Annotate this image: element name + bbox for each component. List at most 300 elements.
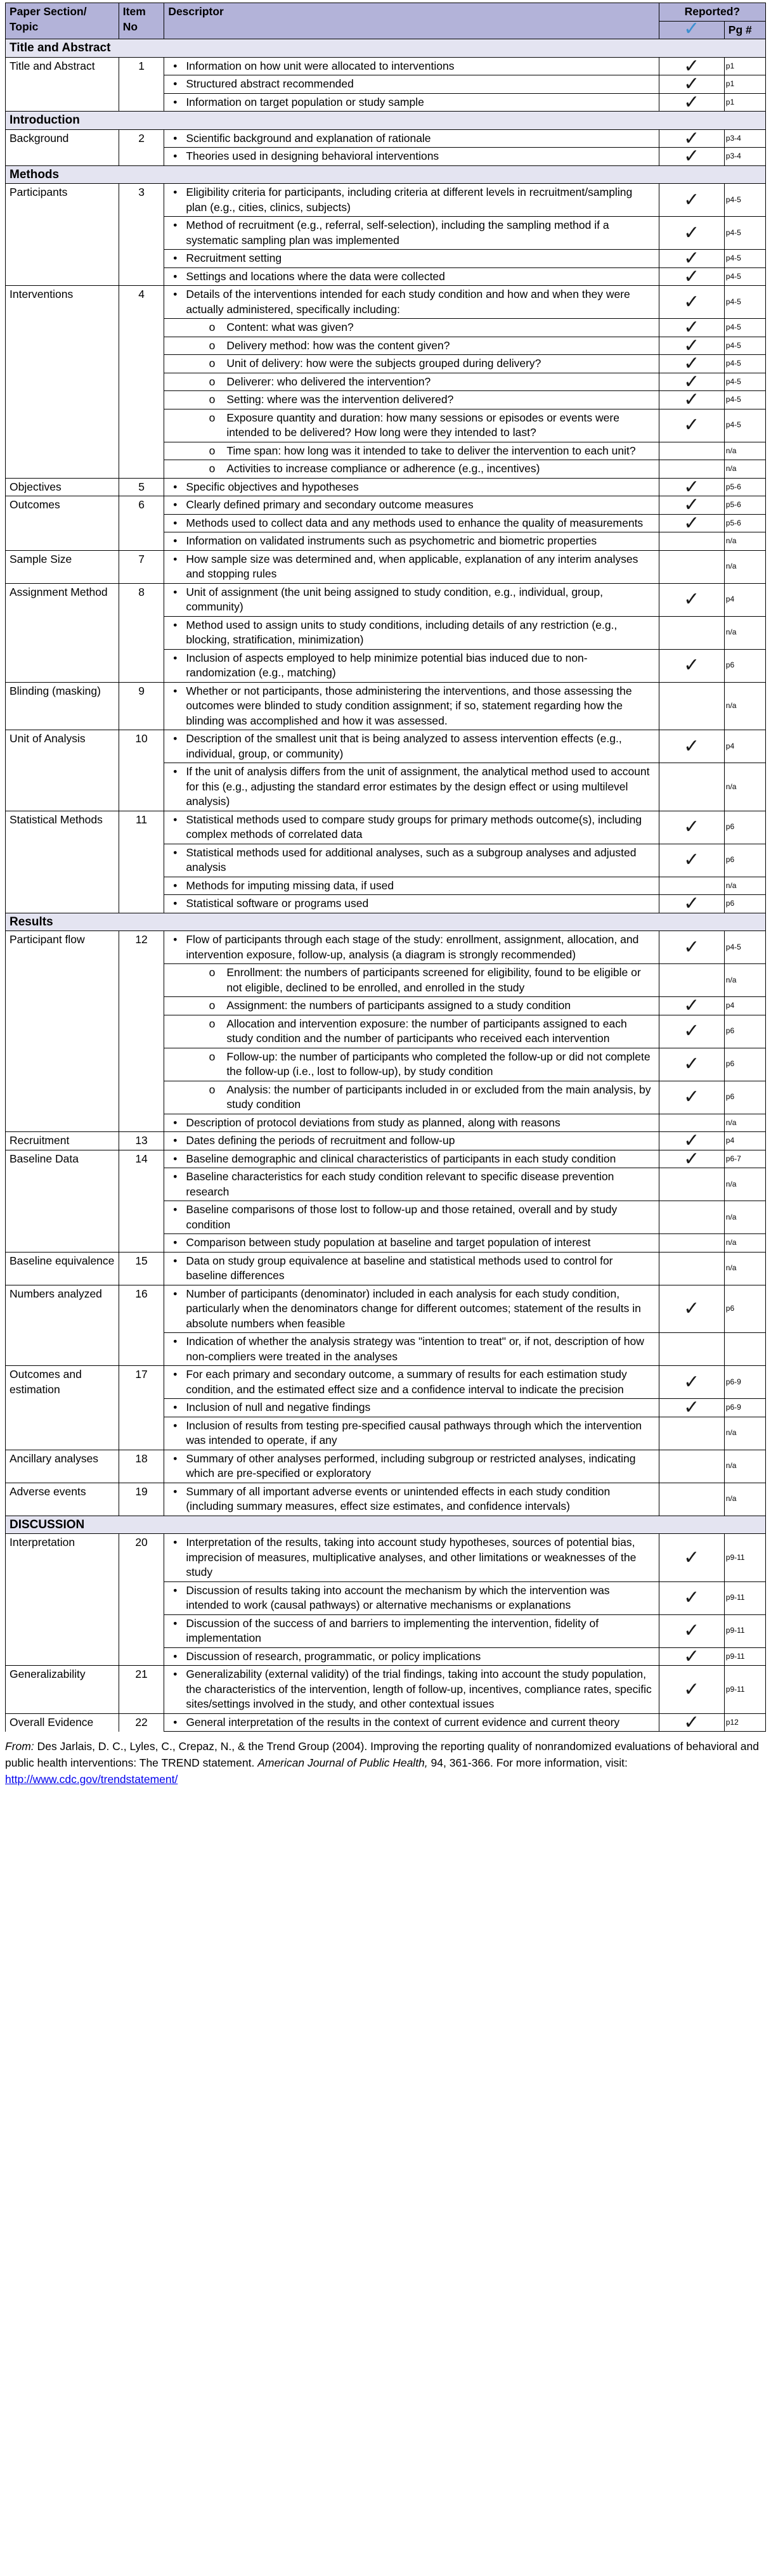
descriptor-cell (164, 355, 659, 373)
descriptor-text: Baseline demographic and clinical characteristics of participants in each study condition (186, 1152, 616, 1165)
descriptor-text: Analysis: the number of participants included in or excluded from the main analysis, by study condition (226, 1083, 651, 1111)
circle-bullet-icon: o (209, 321, 216, 333)
item-number-cell (119, 997, 164, 1015)
circle-bullet-icon: o (209, 1017, 216, 1030)
descriptor-cell (164, 1483, 659, 1516)
bullet-icon: • (173, 585, 178, 598)
bullet-icon: • (173, 879, 178, 892)
bullet-icon: • (173, 651, 178, 664)
check-mark-icon: ✓ (684, 892, 700, 915)
check-mark-icon: ✓ (684, 1645, 700, 1668)
item-number-cell: 17 (119, 1366, 164, 1399)
page-number-cell: p6 (724, 895, 765, 913)
page-number-cell: n/a (724, 877, 765, 895)
page-number-cell: p6-9 (724, 1399, 765, 1417)
trend-statement-link[interactable]: http://www.cdc.gov/trendstatement/ (5, 1773, 178, 1786)
descriptor-cell (164, 1168, 659, 1201)
descriptor-text: Information on target population or study sample (186, 95, 424, 108)
descriptor-cell (164, 442, 659, 460)
bullet-icon: • (173, 219, 178, 231)
table-row (6, 57, 766, 75)
table-row (6, 496, 766, 515)
descriptor-cell (164, 997, 659, 1015)
table-row (6, 1483, 766, 1516)
topic-cell (6, 514, 119, 532)
check-mark-icon: ✓ (684, 247, 700, 269)
page-number-cell: p6-9 (724, 1366, 765, 1399)
reported-cell (659, 145, 724, 167)
page-number-cell: p5-6 (724, 478, 765, 496)
topic-cell (6, 1581, 119, 1614)
table-row (6, 649, 766, 682)
item-number-cell: 11 (119, 811, 164, 844)
item-number-cell (119, 75, 164, 94)
topic-cell: Objectives (6, 478, 119, 496)
check-mark-icon: ✓ (684, 290, 700, 313)
page-number-cell: p4 (724, 730, 765, 763)
topic-cell (6, 75, 119, 94)
page-number-cell: p4 (724, 583, 765, 616)
descriptor-cell (164, 877, 659, 895)
bullet-icon: • (173, 1649, 178, 1663)
topic-cell: Interventions (6, 286, 119, 319)
reported-cell (659, 93, 724, 112)
page-number-cell: p4-5 (724, 409, 765, 442)
check-mark-icon: ✓ (684, 1053, 700, 1076)
bullet-icon: • (173, 1668, 178, 1680)
bullet-icon: • (173, 1152, 178, 1165)
bullet-icon: • (173, 516, 178, 529)
topic-cell (6, 895, 119, 913)
descriptor-cell (164, 1114, 659, 1132)
page-number-cell: p4-5 (724, 337, 765, 355)
bullet-icon: • (173, 1484, 178, 1498)
bullet-icon: • (173, 765, 178, 778)
page-number-cell: p1 (724, 75, 765, 94)
check-mark-icon: ✓ (684, 995, 700, 1017)
table-row (6, 184, 766, 217)
reported-cell (659, 409, 724, 442)
item-number-cell (119, 1234, 164, 1253)
section-title: Title and Abstract (6, 39, 766, 58)
descriptor-text: Dates defining the periods of recruitment and follow-up (186, 1134, 455, 1147)
header-item-no: Item No (119, 3, 164, 39)
reported-cell (659, 1417, 724, 1450)
item-number-cell (119, 267, 164, 286)
bullet-icon: • (173, 1401, 178, 1414)
topic-cell (6, 844, 119, 877)
descriptor-text: Discussion of the success of and barriers to implementing the intervention, fidelity of implementation (186, 1616, 599, 1644)
check-mark-icon: ✓ (684, 1711, 700, 1734)
table-row (6, 1666, 766, 1714)
topic-cell (6, 391, 119, 409)
page-number-cell: p5-6 (724, 514, 765, 532)
item-number-cell (119, 1614, 164, 1647)
table-row (6, 1581, 766, 1614)
topic-cell: Blinding (masking) (6, 682, 119, 730)
check-mark-icon: ✓ (684, 1020, 700, 1043)
descriptor-cell (164, 616, 659, 649)
circle-bullet-icon: o (209, 375, 216, 388)
table-row (6, 682, 766, 730)
topic-cell (6, 355, 119, 373)
page-number-cell: n/a (724, 1417, 765, 1450)
bullet-icon: • (173, 732, 178, 745)
check-mark-icon: ✓ (684, 1147, 700, 1170)
page-number-cell: p6 (724, 649, 765, 682)
bullet-icon: • (173, 1203, 178, 1216)
section-heading-row (6, 39, 766, 58)
item-number-cell (119, 763, 164, 811)
topic-cell (6, 1168, 119, 1201)
bullet-icon: • (173, 288, 178, 300)
bullet-icon: • (173, 1236, 178, 1249)
item-number-cell: 4 (119, 286, 164, 319)
bullet-icon: • (173, 1536, 178, 1549)
descriptor-cell (164, 57, 659, 75)
descriptor-cell (164, 1201, 659, 1234)
page-number-cell: p6 (724, 811, 765, 844)
reported-cell (659, 442, 724, 460)
descriptor-text: Description of the smallest unit that is being analyzed to assess intervention effects (e.g., individual, group, or community) (186, 732, 622, 760)
descriptor-cell (164, 1581, 659, 1614)
descriptor-text: Recruitment setting (186, 252, 282, 264)
table-row (6, 442, 766, 460)
descriptor-text: Allocation and intervention exposure: the number of participants assigned to each study condition and the number of participants who received each intervention (226, 1017, 627, 1045)
item-number-cell (119, 532, 164, 551)
check-mark-icon: ✓ (684, 188, 700, 211)
descriptor-cell (164, 250, 659, 268)
table-row (6, 763, 766, 811)
table-row (6, 1114, 766, 1132)
topic-cell (6, 1647, 119, 1666)
table-row (6, 1132, 766, 1150)
page-number-cell: p6-7 (724, 1150, 765, 1168)
table-header-row (6, 3, 766, 22)
table-row (6, 550, 766, 583)
reported-cell (659, 1666, 724, 1714)
page-number-cell: p4-5 (724, 931, 765, 964)
table-row (6, 1234, 766, 1253)
descriptor-cell (164, 550, 659, 583)
descriptor-cell (164, 649, 659, 682)
table-row (6, 355, 766, 373)
page-number-cell: p4-5 (724, 373, 765, 391)
check-mark-icon: ✓ (684, 512, 700, 534)
descriptor-text: Delivery method: how was the content given? (226, 338, 450, 352)
descriptor-cell (164, 1366, 659, 1399)
item-number-cell: 18 (119, 1450, 164, 1483)
descriptor-text: Summary of all important adverse events or unintended effects in each study condition (including summary measures, effect size estimates, and confidence intervals) (186, 1484, 611, 1512)
topic-cell (6, 460, 119, 479)
reported-cell (659, 1285, 724, 1333)
descriptor-text: Unit of assignment (the unit being assigned to study condition, e.g., individual, group, community) (186, 585, 603, 613)
header-descriptor: Descriptor (164, 3, 659, 39)
reported-cell (659, 1168, 724, 1201)
item-number-cell (119, 148, 164, 166)
circle-bullet-icon: o (209, 999, 216, 1012)
reported-cell (659, 583, 724, 616)
table-row (6, 267, 766, 286)
section-heading-row (6, 1516, 766, 1534)
descriptor-text: Whether or not participants, those administering the interventions, and those assessing the outcomes were blinded to study condition assignment; if so, statement regarding how the blinding was accomplished and how it was assessed. (186, 684, 632, 727)
page-number-cell: p4-5 (724, 286, 765, 319)
descriptor-text: Description of protocol deviations from study as planned, along with reasons (186, 1116, 560, 1129)
bullet-icon: • (173, 95, 178, 108)
descriptor-cell (164, 532, 659, 551)
table-row (6, 1614, 766, 1647)
circle-bullet-icon: o (209, 338, 216, 352)
descriptor-text: How sample size was determined and, when applicable, explanation of any interim analyses and stopping rules (186, 552, 638, 580)
bullet-icon: • (173, 1254, 178, 1267)
descriptor-text: Theories used in designing behavioral interventions (186, 150, 439, 162)
descriptor-text: Baseline characteristics for each study condition relevant to specific disease prevention research (186, 1170, 614, 1198)
page-number-cell: n/a (724, 682, 765, 730)
check-mark-icon: ✓ (684, 414, 700, 437)
descriptor-cell (164, 1285, 659, 1333)
descriptor-cell (164, 496, 659, 515)
topic-cell (6, 649, 119, 682)
reported-cell (659, 1252, 724, 1285)
section-title: Results (6, 913, 766, 931)
item-number-cell (119, 877, 164, 895)
bullet-icon: • (173, 897, 178, 910)
reported-cell (659, 1048, 724, 1081)
table-row (6, 1168, 766, 1201)
descriptor-text: Data on study group equivalence at baseline and statistical methods used to control for baseline differences (186, 1254, 613, 1282)
reported-cell (659, 1647, 724, 1666)
topic-cell: Overall Evidence (6, 1713, 119, 1732)
check-mark-icon: ✓ (684, 475, 700, 498)
descriptor-cell (164, 478, 659, 496)
item-number-cell: 15 (119, 1252, 164, 1285)
table-row (6, 148, 766, 166)
table-row (6, 250, 766, 268)
table-row (6, 391, 766, 409)
item-number-cell (119, 355, 164, 373)
descriptor-cell (164, 409, 659, 442)
item-number-cell (119, 460, 164, 479)
item-number-cell: 14 (119, 1150, 164, 1168)
descriptor-cell (164, 1450, 659, 1483)
reported-cell (659, 1234, 724, 1253)
descriptor-cell (164, 1132, 659, 1150)
bullet-icon: • (173, 1419, 178, 1432)
descriptor-cell (164, 931, 659, 964)
header-page-number: Pg # (724, 21, 765, 39)
item-number-cell (119, 844, 164, 877)
source-footnote (5, 1738, 766, 1787)
descriptor-text: Specific objectives and hypotheses (186, 480, 359, 493)
page-number-cell: n/a (724, 616, 765, 649)
descriptor-cell (164, 763, 659, 811)
descriptor-text: Enrollment: the numbers of participants screened for eligibility, found to be eligible or not eligible, declined to be enrolled, and enrolled in the study (226, 966, 641, 994)
section-heading-row (6, 112, 766, 130)
table-row (6, 129, 766, 148)
page-number-cell: n/a (724, 1252, 765, 1285)
item-number-cell: 16 (119, 1285, 164, 1333)
topic-cell (6, 1234, 119, 1253)
item-number-cell: 9 (119, 682, 164, 730)
header-section-topic: Paper Section/ Topic (6, 3, 119, 39)
topic-cell: Unit of Analysis (6, 730, 119, 763)
bullet-icon: • (173, 1583, 178, 1597)
check-mark-icon: ✓ (684, 494, 700, 516)
page-number-cell: p3-4 (724, 129, 765, 148)
table-row (6, 1150, 766, 1168)
bullet-icon: • (173, 59, 178, 72)
descriptor-cell (164, 373, 659, 391)
reported-cell (659, 844, 724, 877)
topic-cell (6, 877, 119, 895)
descriptor-cell (164, 129, 659, 148)
reported-cell (659, 1713, 724, 1732)
topic-cell (6, 409, 119, 442)
item-number-cell: 6 (119, 496, 164, 515)
topic-cell (6, 1399, 119, 1417)
topic-cell: Assignment Method (6, 583, 119, 616)
check-mark-icon: ✓ (684, 1298, 700, 1320)
table-row (6, 811, 766, 844)
reported-cell (659, 730, 724, 763)
section-title: DISCUSSION (6, 1516, 766, 1534)
descriptor-text: Statistical methods used to compare study groups for primary methods outcome(s), including complex methods of correlated data (186, 813, 642, 840)
citation-text: Des Jarlais, D. C., Lyles, C., Crepaz, N., & the Trend Group (2004). Improving the reporting quality of nonrandomized evaluations of behavioral and public health interventions: The TREND statement. (5, 1740, 759, 1769)
item-number-cell (119, 250, 164, 268)
item-number-cell (119, 1048, 164, 1081)
section-title: Introduction (6, 112, 766, 130)
descriptor-cell (164, 964, 659, 997)
page-number-cell: p4-5 (724, 355, 765, 373)
descriptor-text: Activities to increase compliance or adherence (e.g., incentives) (226, 462, 540, 475)
reported-cell (659, 649, 724, 682)
bullet-icon: • (173, 1715, 178, 1729)
topic-cell: Outcomes (6, 496, 119, 515)
bullet-icon: • (173, 813, 178, 826)
descriptor-cell (164, 583, 659, 616)
descriptor-text: Scientific background and explanation of rationale (186, 131, 431, 145)
topic-cell (6, 1081, 119, 1114)
table-row (6, 931, 766, 964)
page-number-cell: p4 (724, 1132, 765, 1150)
page-number-cell: p1 (724, 93, 765, 112)
table-row (6, 217, 766, 250)
check-mark-icon: ✓ (684, 816, 700, 839)
reported-cell (659, 267, 724, 286)
circle-bullet-icon: o (209, 1083, 216, 1096)
bullet-icon: • (173, 1616, 178, 1630)
table-row (6, 997, 766, 1015)
page-number-cell: p6 (724, 1081, 765, 1114)
topic-cell: Ancillary analyses (6, 1450, 119, 1483)
page-number-cell: p9-11 (724, 1534, 765, 1582)
circle-bullet-icon: o (209, 444, 216, 457)
check-mark-icon: ✓ (684, 1678, 700, 1701)
descriptor-text: Generalizability (external validity) of the trial findings, taking into account the study population, the characteristics of the intervention, length of follow-up, incentives, compliance rates, specific sites/settings involved in the study, and other contextual issues (186, 1668, 652, 1710)
descriptor-text: Method of recruitment (e.g., referral, self-selection), including the sampling method if a systematic sampling plan was implemented (186, 219, 609, 247)
table-row (6, 514, 766, 532)
page-number-cell: n/a (724, 460, 765, 479)
topic-cell: Statistical Methods (6, 811, 119, 844)
descriptor-cell (164, 267, 659, 286)
topic-cell (6, 1201, 119, 1234)
item-number-cell: 2 (119, 129, 164, 148)
reported-cell (659, 1483, 724, 1516)
bullet-icon: • (173, 933, 178, 946)
item-number-cell: 10 (119, 730, 164, 763)
descriptor-cell (164, 514, 659, 532)
bullet-icon: • (173, 498, 178, 511)
reported-cell (659, 931, 724, 964)
circle-bullet-icon: o (209, 357, 216, 370)
page-number-cell: n/a (724, 550, 765, 583)
table-row (6, 93, 766, 112)
topic-cell (6, 1048, 119, 1081)
page-number-cell: p4-5 (724, 250, 765, 268)
item-number-cell (119, 1114, 164, 1132)
item-number-cell (119, 1015, 164, 1048)
check-mark-icon: ✓ (684, 265, 700, 288)
item-number-cell (119, 442, 164, 460)
descriptor-cell (164, 1614, 659, 1647)
item-number-cell (119, 649, 164, 682)
reported-cell (659, 682, 724, 730)
table-row (6, 1450, 766, 1483)
descriptor-cell (164, 217, 659, 250)
page-number-cell: p12 (724, 1713, 765, 1732)
table-row (6, 337, 766, 355)
item-number-cell: 22 (119, 1713, 164, 1732)
circle-bullet-icon: o (209, 462, 216, 475)
table-row (6, 1647, 766, 1666)
topic-cell: Generalizability (6, 1666, 119, 1714)
descriptor-cell (164, 184, 659, 217)
table-row (6, 877, 766, 895)
page-number-cell: p6 (724, 1048, 765, 1081)
descriptor-text: Baseline comparisons of those lost to follow-up and those retained, overall and by study condition (186, 1203, 618, 1231)
page-number-cell: n/a (724, 1483, 765, 1516)
reported-cell (659, 1581, 724, 1614)
check-mark-icon: ✓ (684, 588, 700, 611)
item-number-cell: 1 (119, 57, 164, 75)
descriptor-cell (164, 730, 659, 763)
check-mark-icon: ✓ (684, 352, 700, 375)
bullet-icon: • (173, 1170, 178, 1183)
descriptor-text: Inclusion of aspects employed to help minimize potential bias induced due to non-randomization (e.g., matching) (186, 651, 588, 679)
reported-cell (659, 811, 724, 844)
reported-cell (659, 514, 724, 532)
topic-cell (6, 93, 119, 112)
item-number-cell: 21 (119, 1666, 164, 1714)
bullet-icon: • (173, 77, 178, 90)
page-number-cell: n/a (724, 442, 765, 460)
page-number-cell: p9-11 (724, 1647, 765, 1666)
reported-cell (659, 892, 724, 915)
descriptor-text: Comparison between study population at baseline and target population of interest (186, 1236, 591, 1249)
check-mark-icon: ✓ (684, 55, 700, 77)
check-mark-icon: ✓ (684, 73, 700, 95)
descriptor-text: Statistical methods used for additional analyses, such as a subgroup analyses and adjusted analysis (186, 846, 637, 873)
descriptor-cell (164, 391, 659, 409)
descriptor-cell (164, 460, 659, 479)
topic-cell (6, 1114, 119, 1132)
reported-cell (659, 184, 724, 217)
descriptor-text: Setting: where was the intervention delivered? (226, 393, 454, 406)
table-row (6, 1015, 766, 1048)
topic-cell (6, 319, 119, 337)
reported-cell (659, 532, 724, 551)
topic-cell (6, 267, 119, 286)
